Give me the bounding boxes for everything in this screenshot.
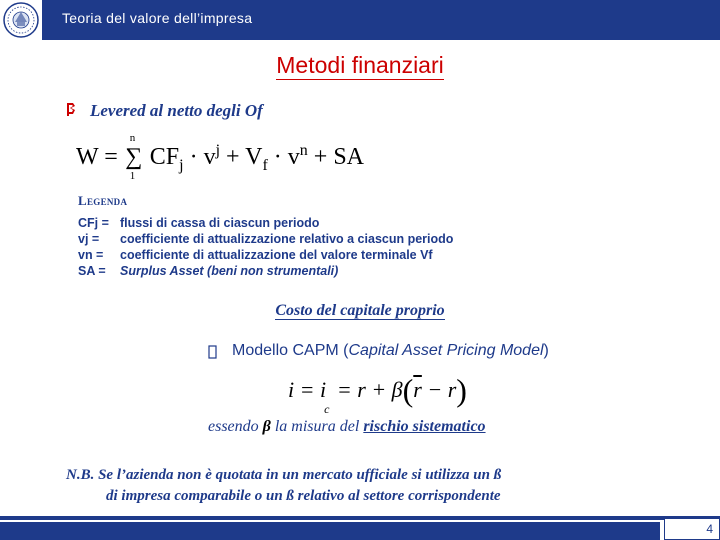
capm-equation: i = ic = $r + \beta(\overline{r} - r)$: [288, 372, 467, 416]
beta-definition: essendo β la misura del rischio sistematico: [208, 418, 486, 435]
header-title: Teoria del valore dell’impresa: [62, 10, 253, 26]
legend-row: vj = coefficiente di attualizzazione relativo a ciascun periodo: [78, 232, 454, 246]
legend-row: vn = coefficiente di attualizzazione del valore terminale Vf: [78, 248, 433, 262]
bullet-icon: [64, 101, 78, 117]
bullet-text: Levered al netto degli Of: [90, 101, 263, 120]
legend-row: CFj = flussi di cassa di ciascun periodo: [78, 216, 320, 230]
summation-symbol: ∑ n 1: [125, 132, 143, 182]
page-number: 4: [706, 522, 713, 536]
slide-title: Metodi finanziari: [276, 52, 444, 78]
valuation-formula: W = ∑ n 1 $CF_j \cdot v^j + V_f \cdot v^n$ + SA: [76, 132, 365, 182]
cost-of-equity-title: Costo del capitale proprio: [275, 302, 445, 319]
page-number-box: [664, 518, 720, 540]
university-seal-logo: [0, 0, 42, 40]
capm-bullet-icon: [208, 345, 217, 359]
header-bar: [0, 0, 720, 40]
legend-title: Legenda: [78, 193, 128, 208]
nb-note: N.B. Se l’azienda non è quotata in un mercato ufficiale si utilizza un ß di impresa comparabile o un ß relativo al settore corrispondente: [66, 467, 502, 504]
legend-list: [78, 215, 453, 279]
legend-row: SA = Surplus Asset (beni non strumentali): [78, 264, 339, 278]
footer-bar: [0, 522, 660, 540]
capm-line: Modello CAPM (Capital Asset Pricing Model): [232, 342, 549, 359]
footer-line: [0, 516, 720, 520]
